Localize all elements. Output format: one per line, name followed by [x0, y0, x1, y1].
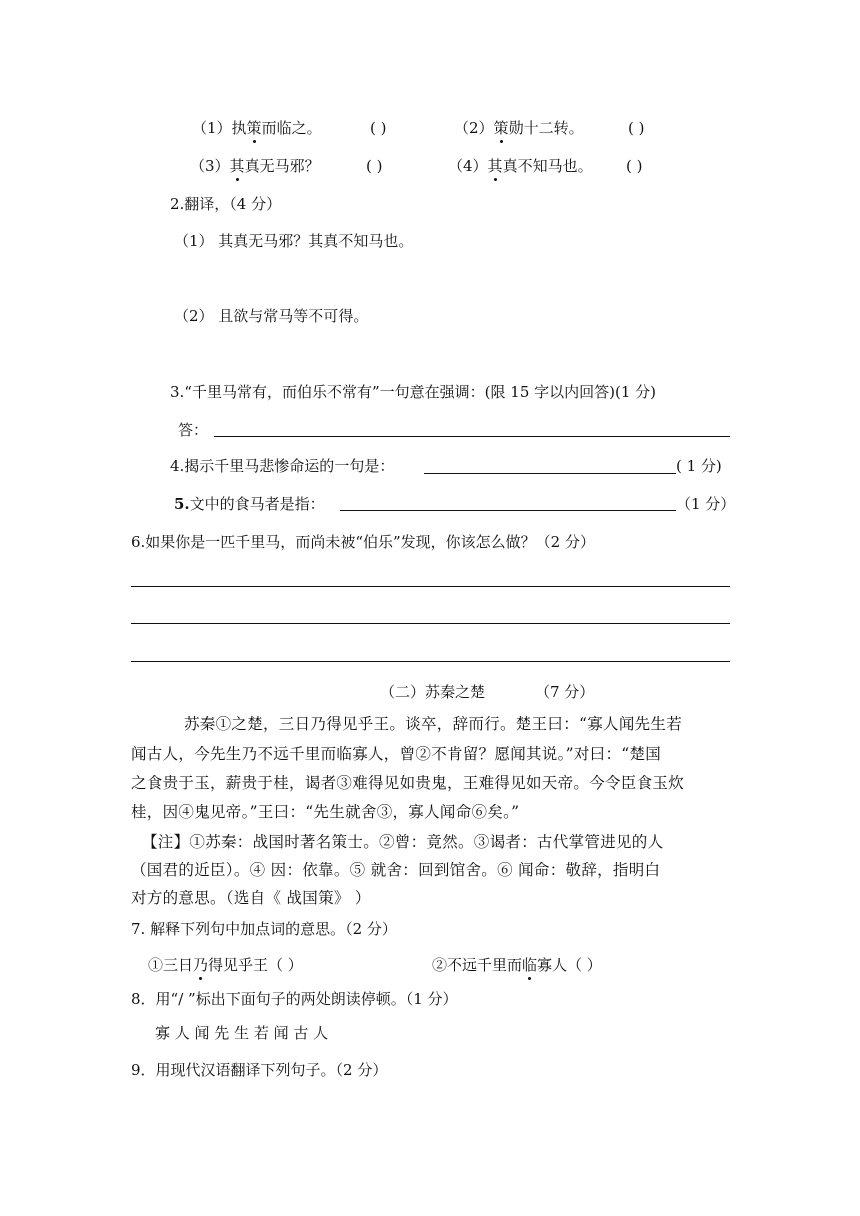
passage-line-4: 桂，因④鬼见帝。”王曰：“先生就舍③，寡人闻命⑥矣。”: [131, 803, 520, 821]
q1-4-dotted-word: 其: [487, 157, 503, 175]
q1-2-suffix: 勋十二转。: [508, 119, 584, 137]
q3-text: 3.“千里马常有，而伯乐不常有”一句意在强调：(限 15 字以内回答)(1 分): [170, 383, 656, 401]
notes-line-2: （国君的近臣）。④ 因：依靠。⑤ 就舍：回到馆舍。⑥ 闻命：敬辞，指明白: [131, 861, 661, 879]
q1-2-prefix: （2）: [454, 119, 494, 137]
q7-a-dotted-word: 乃: [193, 956, 209, 974]
q1-row1-b: [454, 118, 584, 138]
notes-line-1: 【注】①苏秦：战国时著名策士。②曾：竟然。③谒者：古代掌管进见的人: [142, 833, 664, 851]
q7-a-suffix[interactable]: 得见乎王（ ）: [208, 956, 303, 974]
notes-line-3: 对方的意思。（选自《 战国策》 ）: [131, 889, 371, 907]
q8-sentence[interactable]: 寡 人 闻 先 生 若 闻 古 人: [155, 1024, 329, 1042]
q7-b-prefix: ②不远千里而: [432, 956, 523, 974]
q1-3-suffix: 真无马邪？: [244, 157, 320, 175]
q5-text: 文中的食马者是指：: [189, 495, 325, 513]
q6-text: 6.如果你是一匹千里马，而尚未被“伯乐”发现，你该怎么做？（2 分）: [131, 533, 595, 551]
q9-title: 9．用现代汉语翻译下列句子。（2 分）: [131, 1061, 388, 1079]
q7-b-dotted-word: 临: [522, 956, 538, 974]
q7-b-suffix[interactable]: 寡人（ ）: [537, 956, 602, 974]
q7-item-a: [148, 955, 303, 975]
q3-answer-line[interactable]: [214, 436, 730, 437]
q5-score: （1 分）: [676, 495, 736, 513]
passage-line-2: 闻古人，今先生乃不远千里而临寡人，曾②不肯留？愿闻其说。”对曰：“楚国: [131, 745, 662, 763]
q5-number: 5.: [174, 495, 190, 513]
q6-answer-line-3[interactable]: [131, 661, 730, 662]
q5-answer-line[interactable]: [340, 510, 676, 511]
section2-title: （二）苏秦之楚: [380, 683, 486, 701]
q1-row2: [190, 156, 320, 176]
q1-1-suffix: 而临之。: [261, 119, 322, 137]
q1-2-dotted-word: 策: [493, 119, 509, 137]
q1-3-dotted-word: 其: [229, 157, 245, 175]
q1-1-answer-paren[interactable]: ( ): [370, 119, 387, 137]
q1-1-dotted-word: 策: [246, 119, 262, 137]
q4-score: ( 1 分): [676, 457, 722, 475]
passage-line-3: 之食贵于玉，薪贵于桂，谒者③难得见如贵鬼，王难得见如天帝。今令臣食玉炊: [131, 774, 685, 792]
q1-4-suffix: 真不知马也。: [502, 157, 593, 175]
q7-a-prefix: ①三日: [148, 956, 194, 974]
passage-line-1: 苏秦①之楚，三日乃得见乎王。谈卒，辞而行。楚王曰：“寡人闻先生若: [184, 715, 683, 733]
section2-score: （7 分）: [535, 683, 595, 701]
q1-row1: [192, 118, 322, 138]
q8-title: 8．用“/ ”标出下面句子的两处朗读停顿。（1 分）: [131, 990, 458, 1008]
q1-3-prefix: （3）: [190, 157, 230, 175]
q7-item-b: [432, 955, 602, 975]
q4-text: 4.揭示千里马悲惨命运的一句是：: [170, 457, 395, 475]
q7-title: 7. 解释下列句中加点词的意思。（2 分）: [131, 920, 397, 938]
q1-3-answer-paren[interactable]: ( ): [366, 157, 383, 175]
q2-item2: （2） 且欲与常马等不可得。: [174, 307, 369, 325]
q1-4-prefix: （4）: [448, 157, 488, 175]
q5-line: [174, 494, 325, 514]
q2-item1: （1） 其真无马邪？其真不知马也。: [174, 232, 414, 250]
q6-answer-line-2[interactable]: [131, 623, 730, 624]
q3-answer-label: 答：: [178, 421, 209, 439]
q6-answer-line-1[interactable]: [131, 586, 730, 587]
q1-4-answer-paren[interactable]: ( ): [626, 157, 643, 175]
q1-2-answer-paren[interactable]: ( ): [628, 119, 645, 137]
q1-1-prefix: （1）执: [192, 119, 247, 137]
q2-title: 2.翻译，（4 分）: [170, 195, 282, 213]
q1-row2-b: [448, 156, 593, 176]
q4-answer-line[interactable]: [424, 473, 676, 474]
